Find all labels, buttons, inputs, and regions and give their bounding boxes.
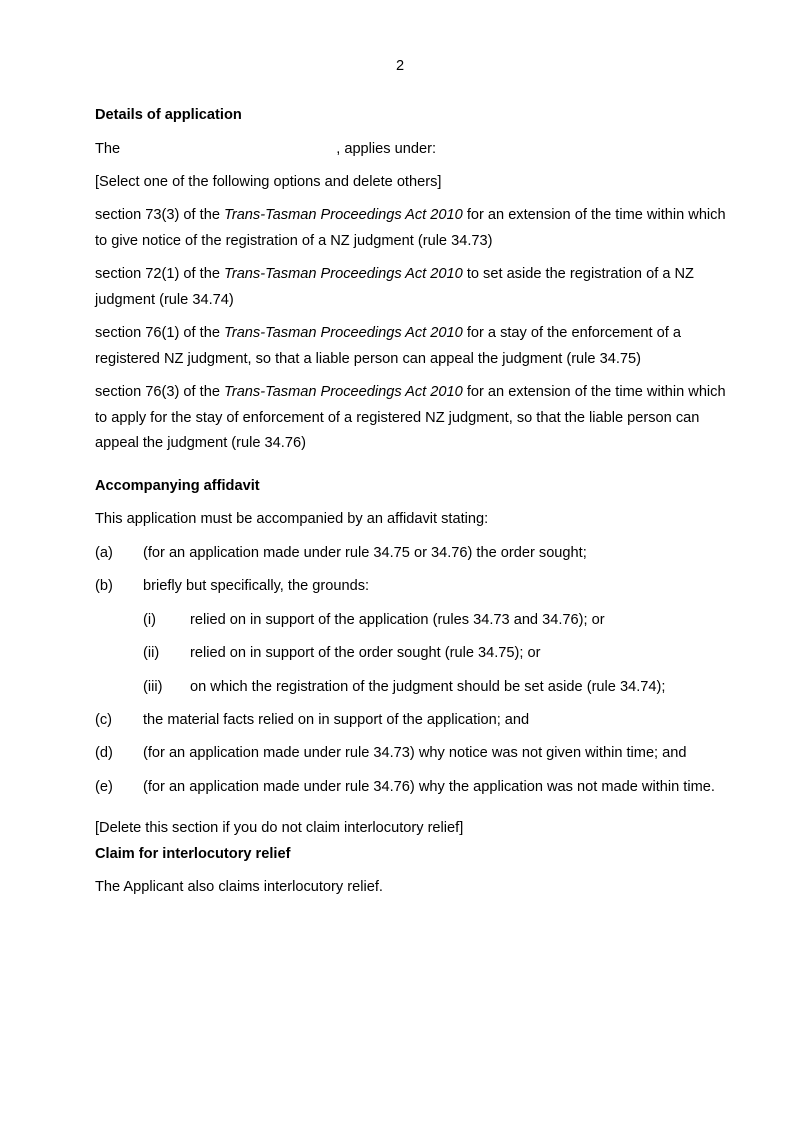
page-number: 2	[395, 58, 405, 74]
sublist-item-text: relied on in support of the order sought (rule 34.75); or	[190, 645, 541, 661]
list-item-text: (for an application made under rule 34.75 or 34.76) the order sought;	[143, 545, 587, 561]
list-item-label: (a)	[95, 545, 113, 561]
sublist-item-label: (i)	[143, 612, 156, 628]
option-paragraph: section 76(3) of the Trans-Tasman Proceedings Act 2010 for an extension of the time within which to apply for the stay of enforcement of a registered NZ judgment, so that the liable person can appeal the judgment (rule 34.76)	[95, 384, 726, 451]
list-item-text: the material facts relied on in support of the application; and	[143, 712, 530, 728]
list-item-text: (for an application made under rule 34.73) why notice was not given within time; and	[143, 745, 687, 761]
list-item-label: (d)	[95, 745, 113, 761]
sublist-item-label: (iii)	[143, 679, 163, 695]
select-instruction: [Select one of the following options and delete others]	[95, 174, 442, 190]
list-item-label: (e)	[95, 779, 113, 795]
interlocutory-heading: Claim for interlocutory relief	[95, 846, 291, 862]
interlocutory-text: The Applicant also claims interlocutory relief.	[95, 879, 383, 895]
sublist-item-text: on which the registration of the judgment should be set aside (rule 34.74);	[190, 679, 666, 695]
delete-instruction: [Delete this section if you do not claim interlocutory relief]	[95, 820, 464, 836]
act-name: Trans-Tasman Proceedings Act 2010	[224, 325, 463, 341]
list-item-label: (b)	[95, 578, 113, 594]
act-name: Trans-Tasman Proceedings Act 2010	[224, 384, 463, 400]
option-paragraph: section 72(1) of the Trans-Tasman Proceedings Act 2010 to set aside the registration of a NZ judgment (rule 34.74)	[95, 266, 694, 308]
option-paragraph: section 76(1) of the Trans-Tasman Proceedings Act 2010 for a stay of the enforcement of a registered NZ judgment, so that a liable person can appeal the judgment (rule 34.75)	[95, 325, 681, 367]
sublist-item-label: (ii)	[143, 645, 160, 661]
list-item-text: briefly but specifically, the grounds:	[143, 578, 370, 594]
act-name: Trans-Tasman Proceedings Act 2010	[224, 207, 463, 223]
sublist-item-text: relied on in support of the application (rules 34.73 and 34.76); or	[190, 612, 605, 628]
applicant-line	[95, 141, 436, 157]
option-paragraph: section 73(3) of the Trans-Tasman Proceedings Act 2010 for an extension of the time within which to give notice of the registration of a NZ judgment (rule 34.73)	[95, 207, 726, 249]
act-name: Trans-Tasman Proceedings Act 2010	[224, 266, 463, 282]
list-item-label: (c)	[95, 712, 113, 728]
affidavit-heading: Accompanying affidavit	[95, 478, 260, 494]
affidavit-intro: This application must be accompanied by an affidavit stating:	[95, 511, 489, 527]
applicant-suffix: , applies under:	[336, 141, 437, 157]
list-item-text: (for an application made under rule 34.76) why the application was not made within time.	[143, 779, 715, 795]
applicant-prefix: The	[95, 141, 121, 157]
details-heading: Details of application	[95, 107, 242, 123]
